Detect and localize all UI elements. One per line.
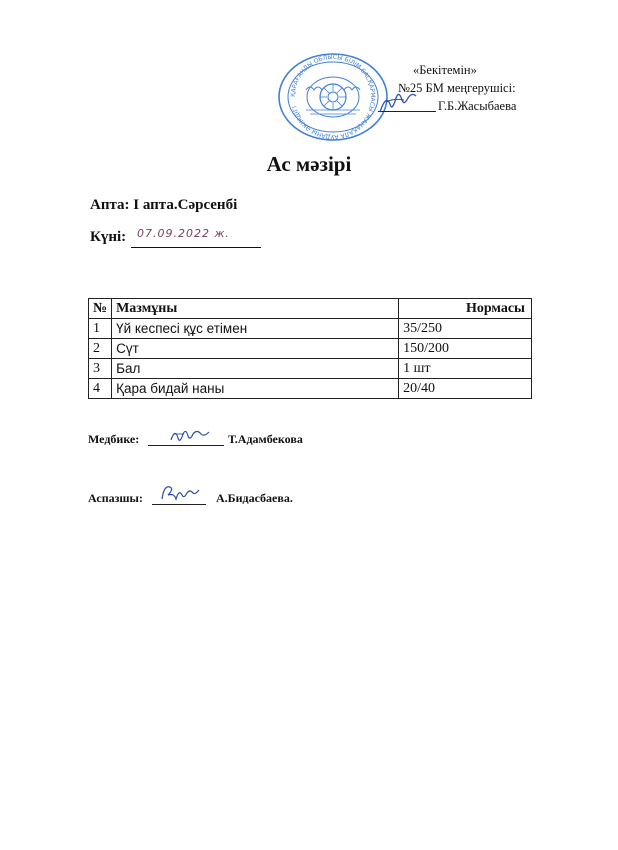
row-norm: 1 шт	[399, 359, 532, 379]
week-label: Апта: I апта.Сәрсенбі	[90, 197, 238, 213]
table-row	[89, 319, 532, 339]
approval-block	[398, 61, 608, 115]
date-underline	[131, 247, 261, 248]
row-number: 1	[89, 319, 112, 339]
svg-text:ҚАРАҒАНДЫ ОБЛЫСЫ БІЛІМ БАСҚАРМ: ҚАРАҒАНДЫ ОБЛЫСЫ БІЛІМ БАСҚАРМАСЫ ЖАҢАҚАЛА АУДАНЫ ӘКІМДІГІ	[289, 53, 377, 141]
table-row	[89, 359, 532, 379]
row-dish: Сүт	[112, 339, 399, 359]
table-header-row	[89, 299, 532, 319]
row-number: 2	[89, 339, 112, 359]
date-label: Күні:	[90, 229, 127, 245]
row-norm: 35/250	[399, 319, 532, 339]
header-number: №	[89, 299, 112, 319]
date-handwritten: 07.09.2022 ж.	[137, 227, 230, 240]
nurse-name: Т.Адамбекова	[228, 432, 303, 446]
row-norm: 150/200	[399, 339, 532, 359]
cook-signature-icon	[158, 481, 204, 507]
nurse-label: Медбике:	[88, 432, 140, 446]
header-content: Мазмұны	[112, 299, 399, 319]
table-row	[89, 339, 532, 359]
page-title: Ас мәзірі	[266, 152, 352, 176]
nurse-signature-row	[88, 432, 388, 450]
row-norm: 20/40	[399, 379, 532, 399]
approval-title: «Бекітемін»	[413, 63, 477, 77]
cook-signature-row	[88, 491, 388, 509]
cook-label: Аспазшы:	[88, 491, 143, 505]
head-signature-icon	[376, 88, 420, 122]
cook-name: А.Бидасбаева.	[216, 491, 293, 505]
row-dish: Қара бидай наны	[112, 379, 399, 399]
menu-table	[88, 298, 532, 399]
row-dish: Үй кеспесі құс етімен	[112, 319, 399, 339]
approval-position: №25 БМ меңгерушісі:	[398, 81, 516, 95]
header-norm: Нормасы	[399, 299, 532, 319]
date-row	[90, 229, 290, 251]
head-name: Г.Б.Жасыбаева	[438, 99, 517, 113]
official-stamp-icon	[276, 52, 390, 142]
row-dish: Бал	[112, 359, 399, 379]
row-number: 4	[89, 379, 112, 399]
row-number: 3	[89, 359, 112, 379]
table-row	[89, 379, 532, 399]
nurse-signature-icon	[168, 426, 212, 446]
